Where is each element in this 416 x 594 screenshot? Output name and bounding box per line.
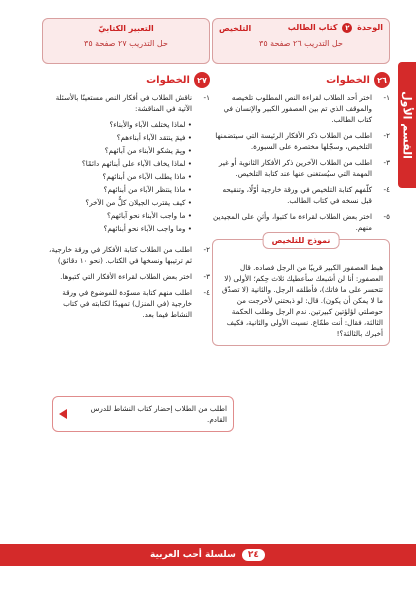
book-label: كتاب الطالب xyxy=(287,23,338,32)
summary-model-box xyxy=(212,236,390,346)
lesson-label: التلخيص xyxy=(219,23,252,33)
discussion-question: • لماذا يخاف الآباء على أبنائهم دائمًا؟ xyxy=(42,158,210,169)
list-item xyxy=(212,211,390,233)
note-flag-icon xyxy=(59,409,67,419)
list-item xyxy=(42,287,210,320)
list-item xyxy=(212,130,390,152)
item-number: ٤- xyxy=(203,288,210,297)
item-number: ٣- xyxy=(203,272,210,281)
footer-bar xyxy=(0,544,416,566)
item-number: ١- xyxy=(203,93,210,102)
discussion-question: • فيمَ ينتقد الآباء أبناءهم؟ xyxy=(42,132,210,143)
section-side-tab xyxy=(398,62,416,188)
item-text: اختر بعض الطلاب لقراءة الأفكار التي كتبوها. xyxy=(60,272,192,281)
left-steps-list xyxy=(42,92,210,320)
side-tab-label: القسم الأول xyxy=(400,91,414,159)
list-item xyxy=(212,157,390,179)
right-steps-number: ٢٦ xyxy=(374,72,390,88)
discussion-question: • ماذا يطلب الآباء من أبنائهم؟ xyxy=(42,171,210,182)
item-number: ٣- xyxy=(383,158,390,167)
discussion-question: • كيف يقترب الجيلان كلٌّ من الآخر؟ xyxy=(42,197,210,208)
left-exercise-ref: حل التدريب ٢٧ صفحة ٣٥ xyxy=(84,39,168,48)
list-item xyxy=(42,271,210,282)
right-header xyxy=(212,18,390,64)
left-header-title: التعبير الكتابيّ xyxy=(98,24,154,33)
list-item xyxy=(212,92,390,125)
right-steps-heading xyxy=(212,72,390,88)
item-number: ٢- xyxy=(383,131,390,140)
item-number: ٢- xyxy=(203,245,210,254)
discussion-question: • ماذا ينتظر الآباء من أبنائهم؟ xyxy=(42,184,210,195)
item-number: ٥- xyxy=(383,212,390,221)
homework-note xyxy=(52,396,234,432)
list-item xyxy=(212,184,390,206)
item-text: اختر بعض الطلاب لقراءة ما كتبوا، وأثنِ على المجيدين منهم. xyxy=(212,212,372,232)
page-number: ٢٤ xyxy=(242,549,265,561)
right-steps-title: الخطوات xyxy=(326,74,370,86)
item-text: اطلب منهم كتابة مسوّدة للموضوع في ورقة خارجية (في المنزل) تمهيدًا لكتابته في كتاب النشاط فيما بعد. xyxy=(62,288,192,319)
discussion-question: • ما واجب الأبناء نحو آبائهم؟ xyxy=(42,210,210,221)
discussion-question: • وما واجب الآباء نحو أبنائهم؟ xyxy=(42,223,210,234)
unit-label: الوحدة xyxy=(357,23,383,32)
left-steps-title: الخطوات xyxy=(146,74,190,86)
left-steps-heading xyxy=(42,72,210,88)
item-number: ١- xyxy=(383,93,390,102)
series-title: سلسلة أحب العربية xyxy=(150,550,236,560)
item-text: اطلب من الطلاب ذكر الأفكار الرئيسة التي سيتضمنها التلخيص، وسجّلها مختصرة على السبورة. xyxy=(215,131,372,151)
unit-label-group xyxy=(288,23,383,33)
list-item xyxy=(42,244,210,266)
right-steps-list xyxy=(212,92,390,233)
left-header xyxy=(42,18,210,64)
item-text: اختر أحد الطلاب لقراءة النص المطلوب تلخيصه والموقف الذي تم بين العصفور الكبير والإنسان في كتاب الطالب. xyxy=(223,93,372,124)
summary-model-text: هبط العصفور الكبير قريبًا من الرجل فصاده. قال العصفور: أنا لن أشبعك سأعطيك ثلاث حِكم؛ الأولى (لا تتحسر على ما فاتك)، فأطلقه الرجل. والثانية (لا تصدّق ما لا يمكن أن يكون). قال: لو ذبحتني لأخرجت من حوصلتي لؤلؤتين كبيرتين. ندم الرجل وطلب الحكمة الثالثة، فقال: أنت طمّاع. نسيت الأولى والثانية، فكيف أخبرك بالثالثة؟! xyxy=(221,263,383,338)
unit-number-badge: ٢ xyxy=(342,23,352,33)
item-text: اطلب من الطلاب الآخرين ذكر الأفكار الثانوية أو غير المهمة التي سيُستغنى عنها عند كتابة التلخيص. xyxy=(218,158,372,178)
note-text: اطلب من الطلاب إحضار كتاب النشاط للدرس القادم. xyxy=(90,404,227,424)
item-text: كلّفهم كتابة التلخيص في ورقة خارجية أوّلًا، وتنقيحه قبل نسخه في كتاب الطالب. xyxy=(222,185,372,205)
summary-model-label: نموذج للتلخيص xyxy=(263,232,340,249)
right-exercise-ref: حل التدريب ٢٦ صفحة ٣٥ xyxy=(259,39,343,48)
item-number: ٤- xyxy=(383,185,390,194)
left-steps-number: ٢٧ xyxy=(194,72,210,88)
discussion-question: • لماذا يختلف الآباء والأبناء؟ xyxy=(42,119,210,130)
left-column xyxy=(42,18,210,325)
discussion-question: • وبِمَ يشكو الأبناء من آبائهم؟ xyxy=(42,145,210,156)
item-text: ناقش الطلاب في أفكار النص مستعينًا بالأسئلة الآتية في المناقشة: xyxy=(55,93,192,113)
list-item xyxy=(42,92,210,114)
item-text: اطلب من الطلاب كتابة الأفكار في ورقة خارجية، ثم ترتيبها ونسخها في الكتاب. (نحو ١٠ دقائق) xyxy=(49,245,192,265)
right-column xyxy=(212,18,390,346)
